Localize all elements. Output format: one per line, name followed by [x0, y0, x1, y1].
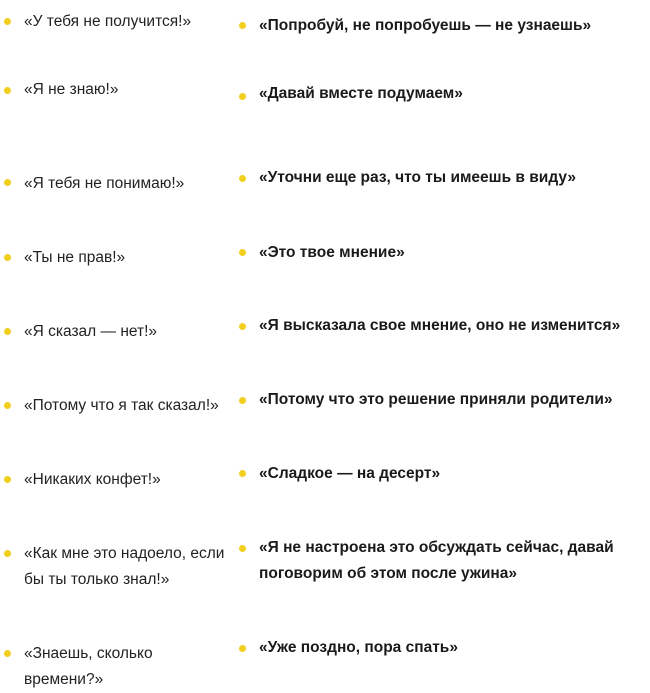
positive-phrase: «Я высказала свое мнение, оно не изменится»	[259, 317, 621, 334]
positive-phrase: «Это твое мнение»	[259, 244, 405, 261]
positive-phrase: «Сладкое — на десерт»	[259, 465, 441, 482]
bullet-icon	[4, 87, 11, 94]
bullet-icon	[4, 179, 11, 186]
bullet-icon	[239, 545, 246, 552]
bullet-icon	[4, 476, 11, 483]
bullet-icon	[239, 175, 246, 182]
positive-phrase: «Попробуй, не попробуешь — не узнаешь»	[259, 17, 592, 34]
negative-phrase: «Ты не прав!»	[24, 249, 126, 266]
positive-phrase: «Уточни еще раз, что ты имеешь в виду»	[259, 169, 576, 186]
negative-phrase: «Я тебя не понимаю!»	[24, 175, 185, 192]
negative-phrase: «Я сказал — нет!»	[24, 323, 158, 340]
bullet-icon	[4, 328, 11, 335]
bullet-icon	[239, 249, 246, 256]
negative-phrase: «У тебя не получится!»	[24, 13, 192, 30]
bullet-icon	[239, 323, 246, 330]
positive-phrase: «Я не настроена это обсуждать сейчас, давай поговорим об этом после ужина»	[259, 539, 614, 582]
bullet-icon	[4, 254, 11, 261]
bullet-icon	[4, 18, 11, 25]
positive-phrase: «Давай вместе подумаем»	[259, 85, 463, 102]
bullet-icon	[239, 645, 246, 652]
positive-phrase: «Уже поздно, пора спать»	[259, 639, 458, 656]
bullet-icon	[239, 93, 246, 100]
bullet-icon	[239, 397, 246, 404]
bullet-icon	[4, 650, 11, 657]
bullet-icon	[4, 402, 11, 409]
bullet-icon	[4, 550, 11, 557]
positive-phrase: «Потому что это решение приняли родители»	[259, 391, 613, 408]
bullet-icon	[239, 470, 246, 477]
negative-phrase: «Никаких конфет!»	[24, 471, 161, 488]
negative-phrase: «Как мне это надоело, если бы ты только знал!»	[24, 545, 225, 588]
negative-phrase: «Я не знаю!»	[24, 81, 119, 98]
bullet-icon	[239, 22, 246, 29]
negative-phrase: «Знаешь, сколько времени?»	[24, 645, 153, 688]
negative-phrase: «Потому что я так сказал!»	[24, 397, 219, 414]
